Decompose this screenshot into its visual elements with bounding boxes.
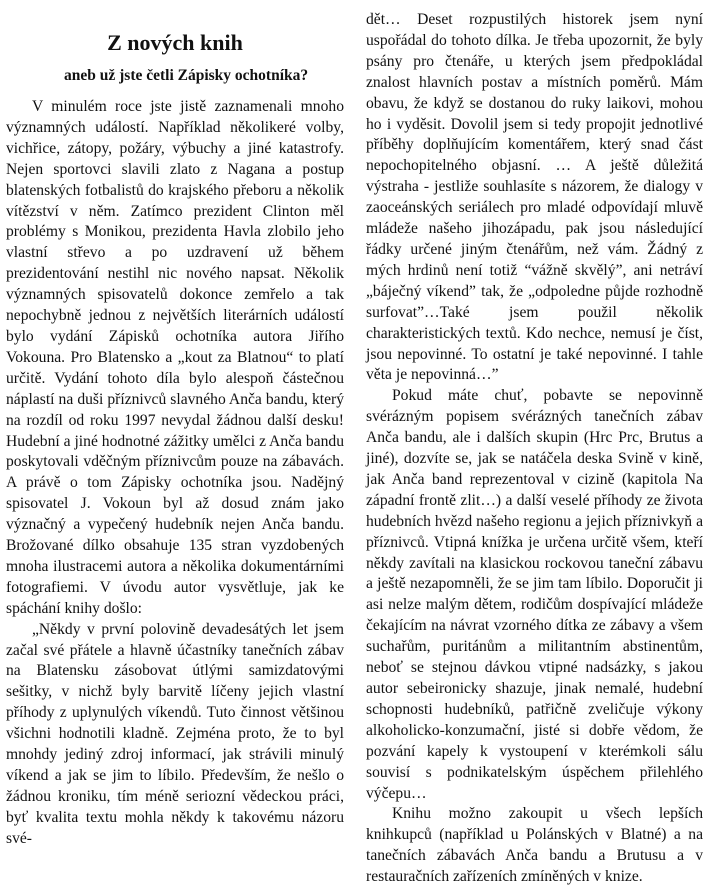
- paragraph: V minulém roce jste jistě zaznamenali mnoho významných událostí. Například několikeré volby, vichřice, zátopy, požáry, výbuchy a jiné katastrofy. Nejen sportovci slavili zlato z Nagana a postup blatenských fotbalistů do krajského přeboru a několik vítězství v něm. Zatímco prezident Clinton měl problémy s Monikou, prezidenta Havla zlobilo jeho vlastní střevo a po uzdravení už během prezidentování nestihl nic nového napsat. Několik významných spisovatelů dokonce zemřelo a tak nepochybně jednou z největších literárních událostí bylo vydání Zápisků ochotníka autora Jiřího Vokouna. Pro Blatensko a „kout za Blatnou“ to platí určitě. Vydání tohoto díla bylo alespoň částečnou náplastí na duši příznivců slavného Anča bandu, který na rozdíl od roku 1997 nevydal žádnou další desku! Hudební a jiné hodnotné zážitky umělci z Anča bandu poskytovali vděčným příznivcům pouze na zábavách. A právě o tom Zápisky ochotníka jsou. Nadějný spisovatel J. Vokoun byl až dosud znám jako význačný a vypečený hudebník nejen Anča bandu. Brožované dílko obsahuje 135 stran vyzdobených mnoha ilustracemi autora a několika dokumentárními fotografiemi. V úvodu autor vysvětluje, jak ke spáchání knihy došlo:: [6, 98, 344, 617]
- quote-paragraph: „Někdy v první polovině devadesátých let jsem začal své přátele a hlavně účastníky tanečních zábav na Blatensku zásobovat útlými samizdatovými sešitky, v nichž byly barvitě líčeny jejich vlastní příhody z uplynulých víkendů. Tuto činnost většinou všichni hodnotili kladně. Zejména proto, že to byl mnohdy jediný zdroj informací, jak strávili minulý víkend a jak se jim to líbilo. Především, že nešlo o žádnou kroniku, tím méně seriozní vědeckou práci, byť kvalita textu mohla někdy k takovému názoru své-: [6, 620, 344, 847]
- right-column: [366, 10, 703, 888]
- article-subtitle: aneb už jste četli Zápisky ochotníka?: [64, 67, 309, 84]
- paragraph: Pokud máte chuť, pobavte se nepovinně svérázným popisem svérázných tanečních zábav Anča bandu, ale i dalších skupin (Hrc Prc, Brutus a jiné), dozvíte se, jak se natáčela deska Svině v kině, jak Anča band reprezentoval v cizině (kapitola Na západní frontě zlit…) a další veselé příhody ze života hudebních hvězd našeho regionu a jejich příznivkyň a příznivců. Vtipná knížka je určena určitě všem, kteří někdy zavítali na klasickou rockovou taneční zábavu a ještě nezapomněli, že se jim tam líbilo. Doporučit ji asi nelze malým dětem, rodičům dospívající mládeže čekajícím na návrat vzorného dítka ze zábavy a všem suchařům, puritánům a militantním abstinentům, neboť se stejnou dávkou vtipné nadsázky, s jakou autor sebeironicky shazuje, jinak nemalé, hudební schopnosti hudebníků, patřičně zveličuje výkony alkoholicko-konzumační, jisté si dobře vědom, že pozvání kapely k vystoupení v kterémkoli sálu souvisí s podnikatelským úspěchem přilehlého výčepu…: [366, 387, 703, 802]
- quote-continuation: dět… Deset rozpustilých historek jsem nyní uspořádal do tohoto dílka. Je třeba upozornit, že byly psány pro čtenáře, u kterých jsem předpokládal znalost hlavních postav a místních poměrů. Mám obavu, že když se dostanou do ruky laikovi, mohou ho i vyděsit. Dovolil jsem si tedy propojit jednotlivé příběhy doplňujícím komentářem, který snad část nepochopitelného objasní. … A ještě důležitá výstraha - jestliže souhlasíte s názorem, že dialogy v zaoceánských seriálech pro mladé odpovídají mluvě mládeže našeho jihozápadu, pak jsou následující řádky určené jiným čtenářům, než vám. Žádný z mých hrdinů není totiž “vážně skvělý”, ani netráví „báječný víkend” tak, že „odpoledne půjde rozhodně surfovat”…Také jsem použil několik charakteristických textů. Kdo nechce, nemusí je číst, jsou nepovinné. To ostatní je také nepovinné. I tahle věta je nepovinná…”: [366, 11, 703, 384]
- left-column: [6, 0, 344, 850]
- article-title: Z nových knih: [107, 30, 243, 55]
- paragraph: Knihu možno zakoupit u všech lepších knihkupců (například u Polánských v Blatné) a na tanečních zábavách Anča bandu a Brutusu a v restauračních zařízeních zmíněných v knize.: [366, 805, 703, 886]
